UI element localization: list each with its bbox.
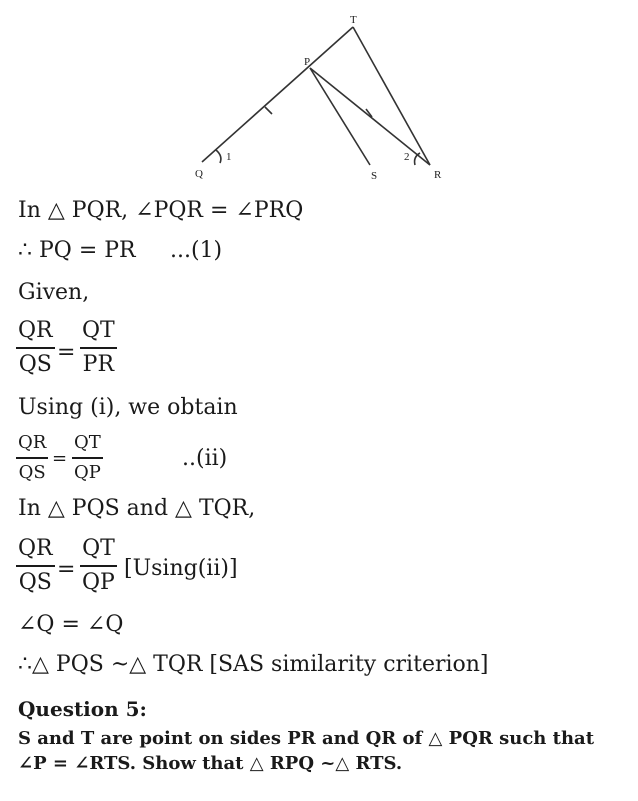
numerator: QT bbox=[74, 432, 101, 453]
denominator: QS bbox=[18, 351, 52, 377]
segment-PR bbox=[310, 68, 430, 165]
equals-sign: = bbox=[57, 340, 76, 365]
question-title: Question 5: bbox=[18, 697, 147, 721]
fraction-qt-over-qp-small bbox=[72, 432, 103, 484]
conclusion-statement: ∴△ PQS ~△ TQR [SAS similarity criterion] bbox=[18, 652, 489, 677]
fraction-bar bbox=[72, 457, 103, 459]
fraction-qt-over-pr bbox=[80, 318, 117, 378]
denominator: PR bbox=[82, 351, 115, 377]
angle-equality: ∠Q = ∠Q bbox=[18, 612, 124, 637]
using-ii-note: [Using(ii)] bbox=[124, 556, 238, 581]
segment-QT bbox=[202, 27, 353, 162]
angle-arc-Q bbox=[216, 150, 221, 163]
equation-tag-1: ...(1) bbox=[170, 238, 223, 263]
fraction-bar bbox=[80, 565, 117, 567]
fraction-qr-over-qs-small bbox=[16, 432, 48, 484]
label-R: R bbox=[434, 169, 442, 181]
using-i-statement: Using (i), we obtain bbox=[18, 395, 238, 420]
equals-sign: = bbox=[52, 448, 68, 469]
label-T: T bbox=[350, 14, 357, 26]
statement-pq-equals-pr: ∴ PQ = PR bbox=[18, 238, 136, 263]
numerator: QR bbox=[18, 318, 53, 343]
segment-TR bbox=[353, 27, 430, 165]
label-Q: Q bbox=[195, 168, 203, 180]
question-text-line-1: S and T are point on sides PR and QR of △ PQR such that bbox=[18, 728, 595, 749]
denominator: QP bbox=[82, 569, 115, 595]
label-S: S bbox=[371, 170, 378, 182]
numerator: QT bbox=[82, 318, 115, 343]
tick-mark-PQ bbox=[265, 107, 272, 114]
label-angle-2: 2 bbox=[404, 151, 410, 163]
statement-isosceles: In △ PQR, ∠PQR = ∠PRQ bbox=[18, 198, 304, 223]
equals-sign: = bbox=[57, 557, 76, 582]
fraction-bar bbox=[16, 347, 55, 349]
fraction-qt-over-qp bbox=[80, 536, 117, 596]
given-label: Given, bbox=[18, 280, 90, 305]
equation-tag-ii: ..(ii) bbox=[182, 446, 228, 471]
fraction-qr-over-qs bbox=[16, 318, 55, 378]
segment-PS bbox=[310, 68, 370, 165]
denominator: QS bbox=[18, 569, 52, 595]
fraction-bar bbox=[16, 457, 48, 459]
fraction-bar bbox=[80, 347, 117, 349]
label-P: P bbox=[304, 56, 311, 68]
fraction-bar bbox=[16, 565, 55, 567]
numerator: QT bbox=[82, 536, 115, 561]
numerator: QR bbox=[18, 536, 53, 561]
denominator: QP bbox=[74, 461, 101, 483]
question-text-line-2: ∠P = ∠RTS. Show that △ RPQ ~△ RTS. bbox=[18, 753, 403, 774]
numerator: QR bbox=[18, 432, 47, 453]
denominator: QS bbox=[18, 461, 46, 483]
triangle-figure bbox=[190, 10, 460, 185]
angle-arc-R bbox=[415, 153, 420, 165]
triangles-statement: In △ PQS and △ TQR, bbox=[18, 496, 256, 521]
label-angle-1: 1 bbox=[226, 151, 232, 163]
fraction-qr-over-qs bbox=[16, 536, 55, 596]
